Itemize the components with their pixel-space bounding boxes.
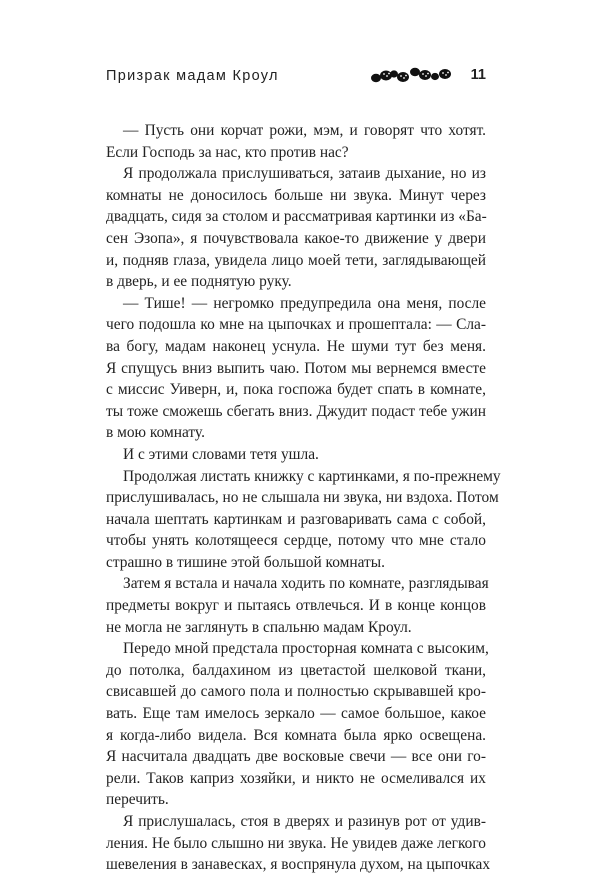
text-line: Я спущусь вниз выпить чаю. Потом мы вернемся вместе bbox=[106, 359, 486, 377]
text-line: двадцать, сидя за столом и рассматривая картинки из «Ба- bbox=[106, 208, 487, 226]
text-line: Я прислушалась, стоя в дверях и разинув рот от удив- bbox=[123, 813, 486, 830]
text-line: с миссис Уиверн, и, пока госпожа будет спать в комнате, bbox=[106, 381, 486, 399]
text-line: рели. Таков каприз хозяйки, и никто не осмеливался их bbox=[106, 769, 486, 787]
text-line: страшно в тишине этой большой комнаты. bbox=[106, 553, 385, 571]
body-text bbox=[106, 120, 501, 876]
text-line: в дверь, и ее поднятую руку. bbox=[106, 273, 292, 291]
text-line: начала шептать картинкам и разговаривать сама с собой, bbox=[106, 510, 486, 528]
text-line: Передо мной предстала просторная комната с высоким, bbox=[123, 640, 489, 658]
text-line: Если Господь за нас, кто против нас? bbox=[106, 143, 349, 161]
text-line: комнаты не доносилось больше ни звука. Минут через bbox=[106, 186, 486, 204]
text-line: прислушивалась, но не слышала ни звука, ни вздоха. Потом bbox=[106, 489, 499, 507]
text-line: чтобы унять колотящееся сердце, потому что мне стало bbox=[106, 532, 486, 550]
text-line: Я продолжала прислушиваться, затаив дыхание, но из bbox=[123, 165, 486, 183]
text-line: вать. Еще там имелось зеркало — самое большое, какое bbox=[106, 705, 486, 723]
text-line: Продолжая листать книжку с картинками, я по-прежнему bbox=[123, 467, 501, 485]
text-line: я когда-либо видела. Вся комната была ярко освещена. bbox=[106, 726, 486, 744]
footprints-icon bbox=[368, 64, 454, 86]
text-line: шевеления в занавесках, я воспрянула духом, на цыпочках bbox=[106, 856, 491, 874]
page-number: 11 bbox=[470, 67, 486, 83]
text-line: Я насчитала двадцать две восковые свечи — все они го- bbox=[106, 748, 486, 766]
text-line: сен Эзопа», я почувствовала какое-то движение у двери bbox=[106, 229, 486, 247]
text-line: — Пусть они корчат рожи, мэм, и говорят что хотят. bbox=[123, 122, 486, 139]
text-line: до потолка, балдахином из цветастой шелковой ткани, bbox=[106, 661, 486, 679]
text-line: чего подошла ко мне на цыпочках и прошептала: — Сла- bbox=[106, 316, 486, 334]
text-line: не могла не заглянуть в спальню мадам Кроул. bbox=[106, 618, 412, 636]
text-line: ва богу, мадам наконец уснула. Не шуми тут без меня. bbox=[106, 337, 486, 355]
text-line: и, подняв глаза, увидела лицо моей тети, заглядывающей bbox=[106, 251, 486, 269]
running-title: Призрак мадам Кроул bbox=[106, 68, 279, 84]
text-line: свисавшей до самого пола и полностью скрывавшей кро- bbox=[106, 683, 486, 701]
running-header bbox=[106, 64, 486, 88]
text-line: Затем я встала и начала ходить по комнате, разглядывая bbox=[123, 575, 489, 593]
text-line: ты тоже сможешь сбегать вниз. Джудит подаст тебе ужин bbox=[106, 402, 486, 420]
text-line: в мою комнату. bbox=[106, 424, 205, 442]
text-line: перечить. bbox=[106, 791, 169, 809]
text-line: ления. Не было слышно ни звука. Не увидев даже легкого bbox=[106, 834, 486, 852]
text-line: предметы вокруг и пытаясь отвлечься. И в конце концов bbox=[106, 597, 486, 615]
text-line: — Тише! — негромко предупредила она меня, после bbox=[123, 294, 486, 312]
text-line: И с этими словами тетя ушла. bbox=[123, 445, 319, 463]
